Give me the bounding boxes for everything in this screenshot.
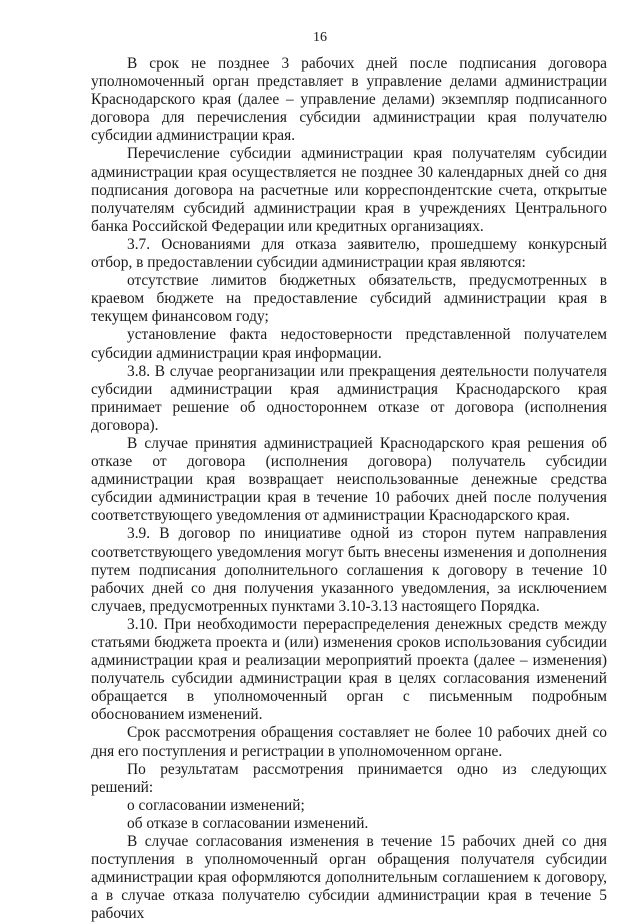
paragraph: о согласовании изменений; (127, 796, 305, 814)
page-number: 16 (313, 30, 327, 45)
paragraph: По результатам рассмотрения принимается одно из следующих решений: (91, 760, 607, 796)
paragraph: Перечисление субсидии администрации края получателям субсидии администрации края осуществляется не позднее 30 календарных дней со дня подписания договора на расчетные или корреспондентские счета, открытые получателям субсидий администрации края в учреждениях Центрального банка Российской Федерации или кредитных организациях. (91, 145, 607, 235)
paragraph: 3.7. Основаниями для отказа заявителю, прошедшему конкурсный отбор, в предоставлении субсидии администрации края являются: (91, 235, 607, 272)
paragraph: установление факта недостоверности представленной получателем субсидии администрации края информации. (91, 326, 607, 362)
paragraph: В случае принятия администрацией Краснодарского края решения об отказе от договора (исполнения договора) получатель субсидии администрации края возвращает неиспользованные денежные средства субсидии администрации края в течение 10 рабочих дней после получения соответствующего уведомления от администрации Краснодарского края. (91, 434, 607, 525)
paragraph: 3.8. В случае реорганизации или прекращения деятельности получателя субсидии администрации края администрация Краснодарского края принимает решение об одностороннем отказе от договора (исполнения договора). (91, 362, 607, 434)
paragraph: отсутствие лимитов бюджетных обязательств, предусмотренных в краевом бюджете на предоставление субсидий администрации края в текущем финансовом году; (91, 272, 607, 326)
paragraph: об отказе в согласовании изменений. (127, 814, 369, 832)
paragraph: 3.10. При необходимости перераспределения денежных средств между статьями бюджета проекта и (или) изменения сроков использования субсидии администрации края и реализации мероприятий проекта (далее – изменения) получатель субсидии администрации края в целях согласования изменений обращается в уполномоченный орган с письменным подробным обоснованием изменений. (91, 615, 607, 724)
paragraph: В случае согласования изменения в течение 15 рабочих дней со дня поступления в уполномоченный орган обращения получателя субсидии администрации края оформляются дополнительным соглашением к договору, а в случае отказа получателю субсидии администрации края в течение 5 рабочих (91, 833, 607, 923)
paragraph: В срок не позднее 3 рабочих дней после подписания договора уполномоченный орган представляет в управление делами администрации Краснодарского края (далее – управление делами) экземпляр подписанного договора для перечисления субсидии администрации края получателю субсидии администрации края. (91, 55, 607, 145)
paragraph: 3.9. В договор по инициативе одной из сторон путем направления соответствующего уведомления могут быть внесены изменения и дополнения путем подписания дополнительного соглашения к договору в течение 10 рабочих дней со дня получения указанного уведомления, за исключением случаев, предусмотренных пунктами 3.10-3.13 настоящего Порядка. (91, 525, 607, 615)
document-body (91, 55, 607, 924)
paragraph: Срок рассмотрения обращения составляет не более 10 рабочих дней со дня его поступления и регистрации в уполномоченном органе. (91, 724, 607, 760)
